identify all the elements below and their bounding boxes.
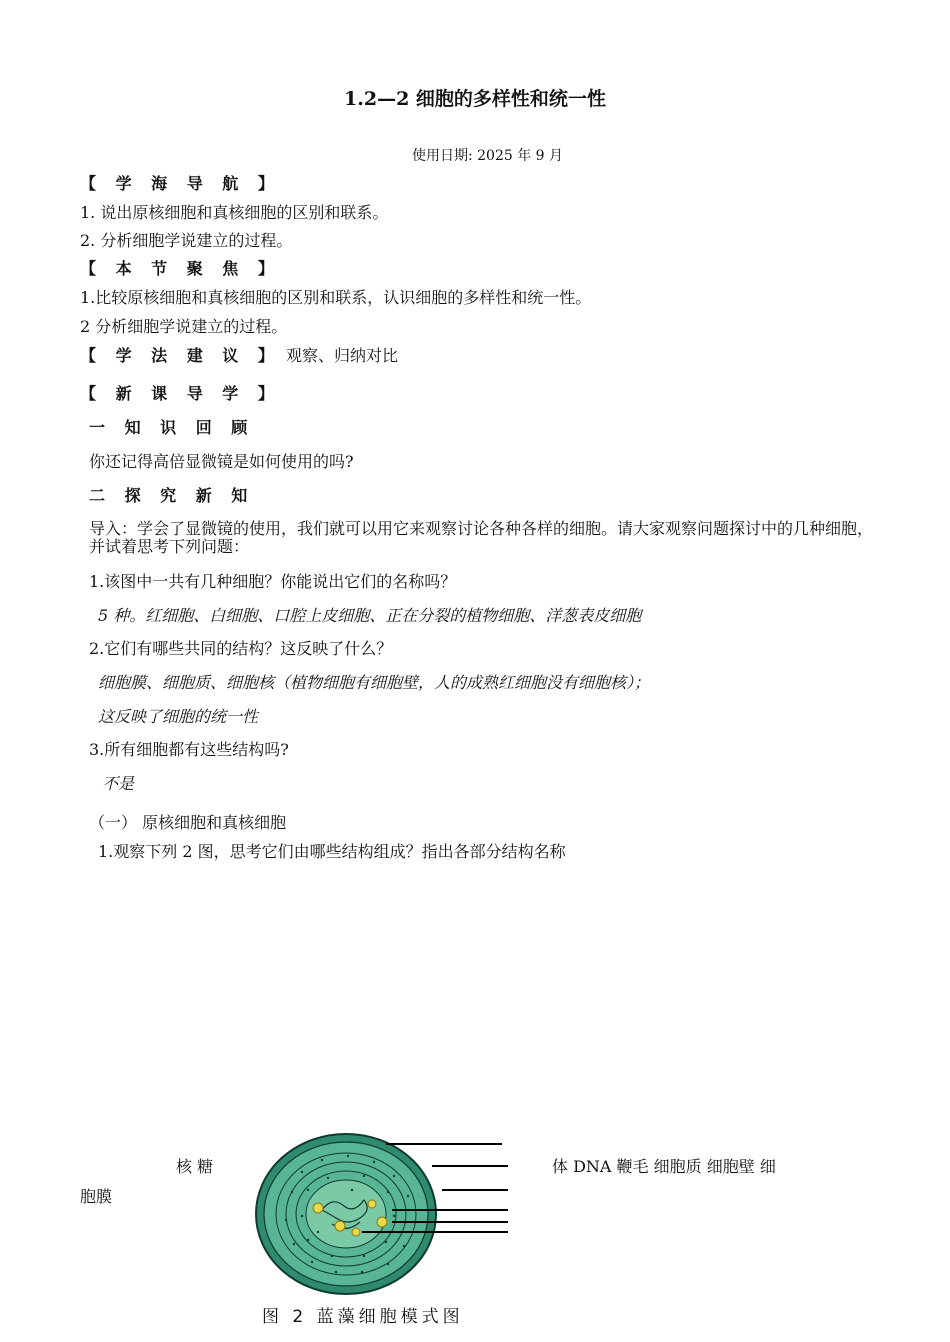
method-header: 【 学 法 建 议 】: [80, 346, 281, 365]
focus-header: 【 本 节 聚 焦 】: [80, 259, 281, 278]
figure-caption: 图 2 蓝藻细胞模式图: [262, 1307, 464, 1327]
nav-item-1: 1. 说出原核细胞和真核细胞的区别和联系。: [80, 203, 389, 222]
answer-3: 不是: [102, 774, 135, 793]
method-row: [80, 346, 398, 366]
focus-item-2: 2 分析细胞学说建立的过程。: [80, 317, 288, 336]
label-membrane-wrap: 胞膜: [80, 1187, 113, 1206]
subsection-header: （一） 原核细胞和真核细胞: [89, 813, 287, 832]
nav-header: 【 学 海 导 航 】: [80, 174, 281, 193]
answer-2b: 这反映了细胞的统一性: [98, 707, 259, 726]
new-lesson-header: 【 新 课 导 学 】: [80, 384, 281, 403]
label-structures-right: 体 DNA 鞭毛 细胞质 细胞壁 细: [552, 1157, 776, 1176]
page-title: 1.2—2 细胞的多样性和统一性: [344, 88, 606, 110]
question-1: 1.该图中一共有几种细胞？你能说出它们的名称吗？: [89, 572, 457, 591]
question-3: 3.所有细胞都有这些结构吗?: [89, 740, 289, 759]
nav-item-2: 2. 分析细胞学说建立的过程。: [80, 231, 293, 250]
subsection-question: 1.观察下列 2 图，思考它们由哪些结构组成？指出各部分结构名称: [98, 842, 566, 861]
answer-2a: 细胞膜、细胞质、细胞核（植物细胞有细胞壁，人的成熟红细胞没有细胞核）；: [98, 673, 651, 692]
cyanobacteria-diagram: [252, 1132, 528, 1322]
method-text: 观察、归纳对比: [285, 346, 398, 365]
intro-paragraph: 导入：学会了显微镜的使用，我们就可以用它来观察讨论各种各样的细胞。请大家观察问题探讨中的几种细胞，并试着思考下列问题：: [89, 519, 874, 556]
explore-header: 二 探 究 新 知: [89, 486, 255, 505]
usage-date: 使用日期: 2025 年 9 月: [411, 148, 564, 164]
answer-1: 5 种。红细胞、白细胞、口腔上皮细胞、正在分裂的植物细胞、洋葱表皮细胞: [98, 606, 642, 625]
review-text: 你还记得高倍显微镜是如何使用的吗?: [89, 452, 354, 471]
focus-item-1: 1.比较原核细胞和真核细胞的区别和联系，认识细胞的多样性和统一性。: [80, 288, 592, 307]
question-2: 2.它们有哪些共同的结构？这反映了什么？: [89, 639, 393, 658]
review-header: 一 知 识 回 顾: [89, 418, 255, 437]
label-ribosome-left: 核 糖: [176, 1157, 214, 1176]
